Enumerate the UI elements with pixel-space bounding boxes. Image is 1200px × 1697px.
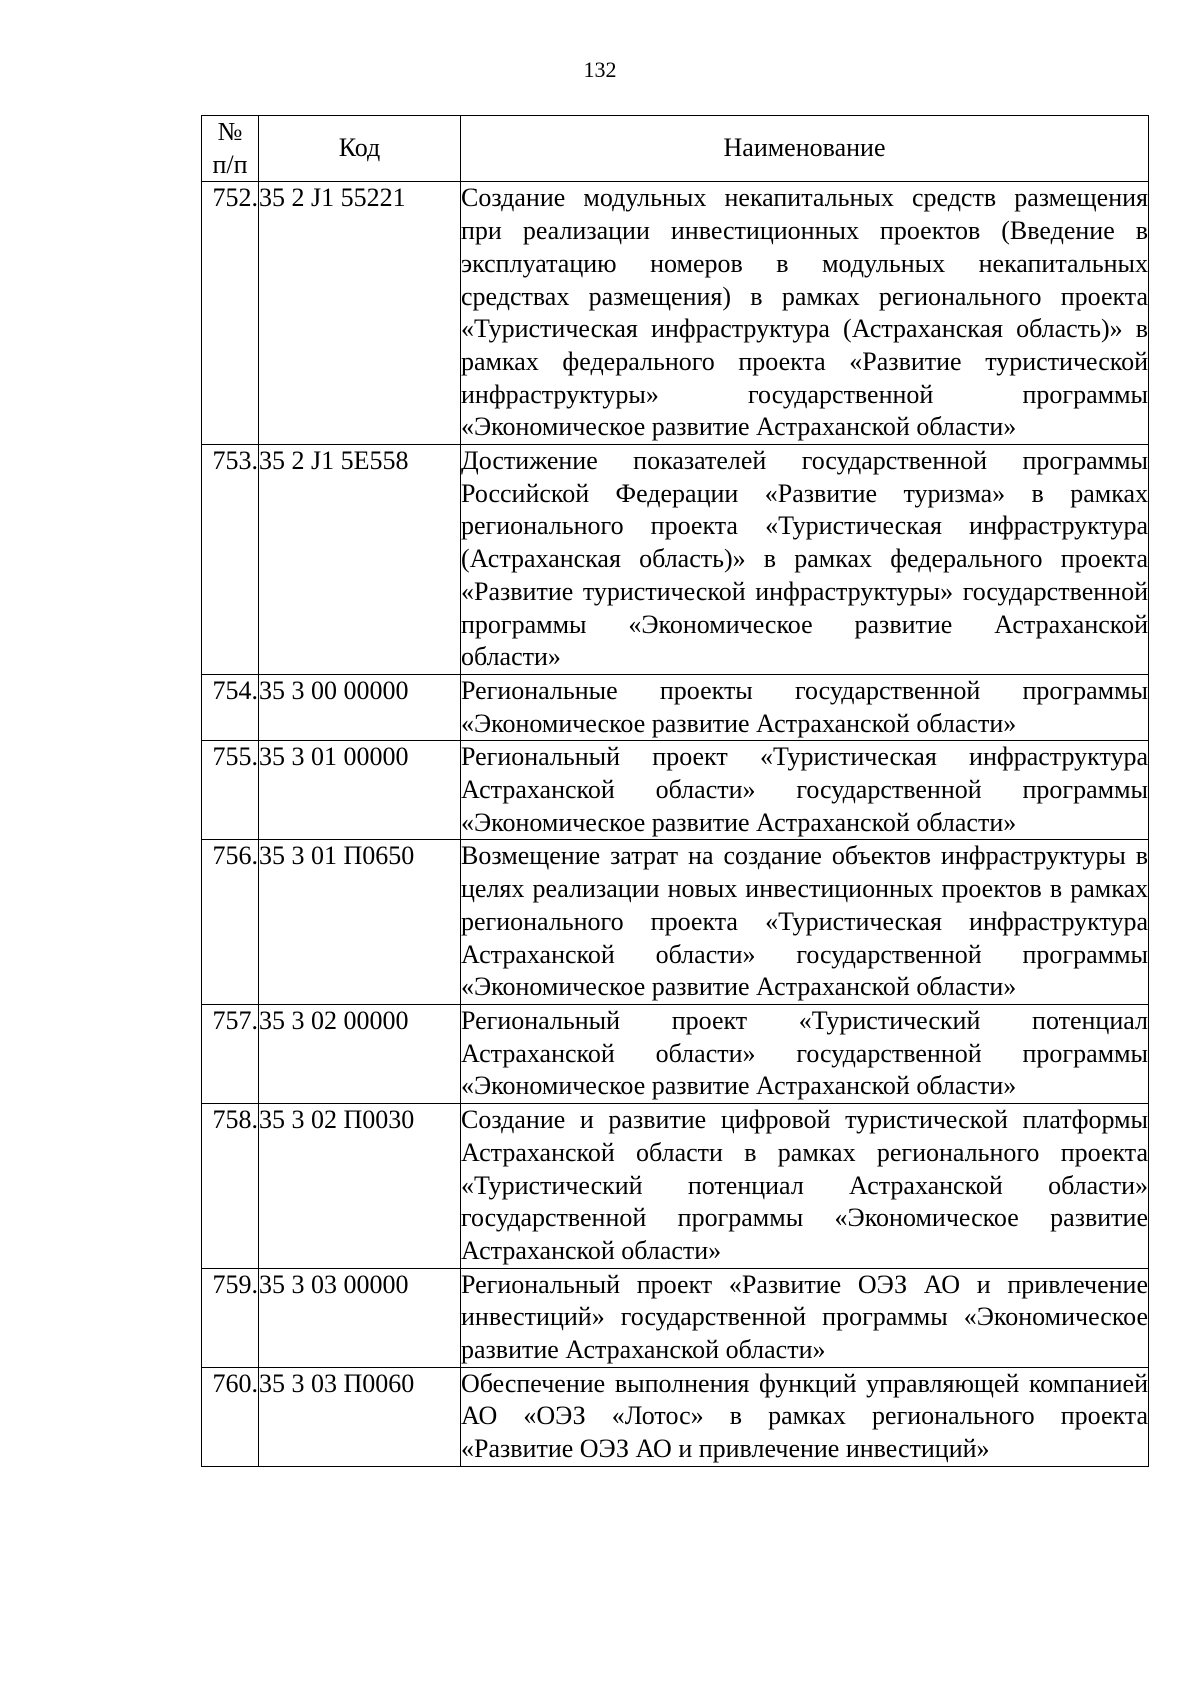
table-row xyxy=(202,1367,1149,1466)
row-number: 753. xyxy=(202,445,259,675)
row-number: 752. xyxy=(202,182,259,445)
header-number-abbr: п/п xyxy=(212,149,248,179)
row-number: 757. xyxy=(202,1004,259,1103)
row-name: Достижение показателей государственной программы Российской Федерации «Развитие туризма» в рамках регионального проекта «Туристическая инфраструктура (Астраханская область)» в рамках федерального проекта «Развитие туристической инфраструктуры» государственной программы «Экономическое развитие Астраханской области» xyxy=(461,445,1149,675)
row-name: Региональный проект «Туристический потенциал Астраханской области» государственной программы «Экономическое развитие Астраханской области» xyxy=(461,1004,1149,1103)
table-row xyxy=(202,1268,1149,1367)
row-number: 756. xyxy=(202,840,259,1005)
row-code: 35 2 J1 5E558 xyxy=(259,445,461,675)
row-name: Создание модульных некапитальных средств размещения при реализации инвестиционных проектов (Введение в эксплуатацию номеров в модульных некапитальных средствах размещения) в рамках регионального проекта «Туристическая инфраструктура (Астраханская область)» в рамках федерального проекта «Развитие туристической инфраструктуры» государственной программы «Экономическое развитие Астраханской области» xyxy=(461,182,1149,445)
row-code: 35 3 00 00000 xyxy=(259,674,461,740)
row-name: Региональный проект «Туристическая инфраструктура Астраханской области» государственной программы «Экономическое развитие Астраханской области» xyxy=(461,741,1149,840)
table-row xyxy=(202,840,1149,1005)
header-code: Код xyxy=(259,116,461,182)
row-code: 35 3 02 00000 xyxy=(259,1004,461,1103)
table-row xyxy=(202,445,1149,675)
table-row xyxy=(202,1004,1149,1103)
row-code: 35 3 02 П0030 xyxy=(259,1104,461,1269)
row-name: Обеспечение выполнения функций управляющей компанией АО «ОЭЗ «Лотос» в рамках регионального проекта «Развитие ОЭЗ АО и привлечение инвестиций» xyxy=(461,1367,1149,1466)
row-number: 759. xyxy=(202,1268,259,1367)
table-header-row xyxy=(202,116,1149,182)
budget-classification-table xyxy=(201,115,1149,1467)
table-row xyxy=(202,741,1149,840)
row-code: 35 3 01 П0650 xyxy=(259,840,461,1005)
header-number-symbol: № xyxy=(217,117,243,146)
row-name: Создание и развитие цифровой туристической платформы Астраханской области в рамках регионального проекта «Туристический потенциал Астраханской области» государственной программы «Экономическое развитие Астраханской области» xyxy=(461,1104,1149,1269)
row-number: 760. xyxy=(202,1367,259,1466)
table-row xyxy=(202,1104,1149,1269)
row-number: 755. xyxy=(202,741,259,840)
row-number: 758. xyxy=(202,1104,259,1269)
row-number: 754. xyxy=(202,674,259,740)
header-name: Наименование xyxy=(461,116,1149,182)
page-number: 132 xyxy=(583,57,617,82)
row-code: 35 3 01 00000 xyxy=(259,741,461,840)
header-number xyxy=(202,116,259,182)
table-row xyxy=(202,182,1149,445)
row-name: Возмещение затрат на создание объектов инфраструктуры в целях реализации новых инвестиционных проектов в рамках регионального проекта «Туристическая инфраструктура Астраханской области» государственной программы «Экономическое развитие Астраханской области» xyxy=(461,840,1149,1005)
row-name: Региональный проект «Развитие ОЭЗ АО и привлечение инвестиций» государственной программы «Экономическое развитие Астраханской области» xyxy=(461,1268,1149,1367)
row-name: Региональные проекты государственной программы «Экономическое развитие Астраханской области» xyxy=(461,674,1149,740)
row-code: 35 3 03 П0060 xyxy=(259,1367,461,1466)
row-code: 35 2 J1 55221 xyxy=(259,182,461,445)
row-code: 35 3 03 00000 xyxy=(259,1268,461,1367)
table-row xyxy=(202,674,1149,740)
